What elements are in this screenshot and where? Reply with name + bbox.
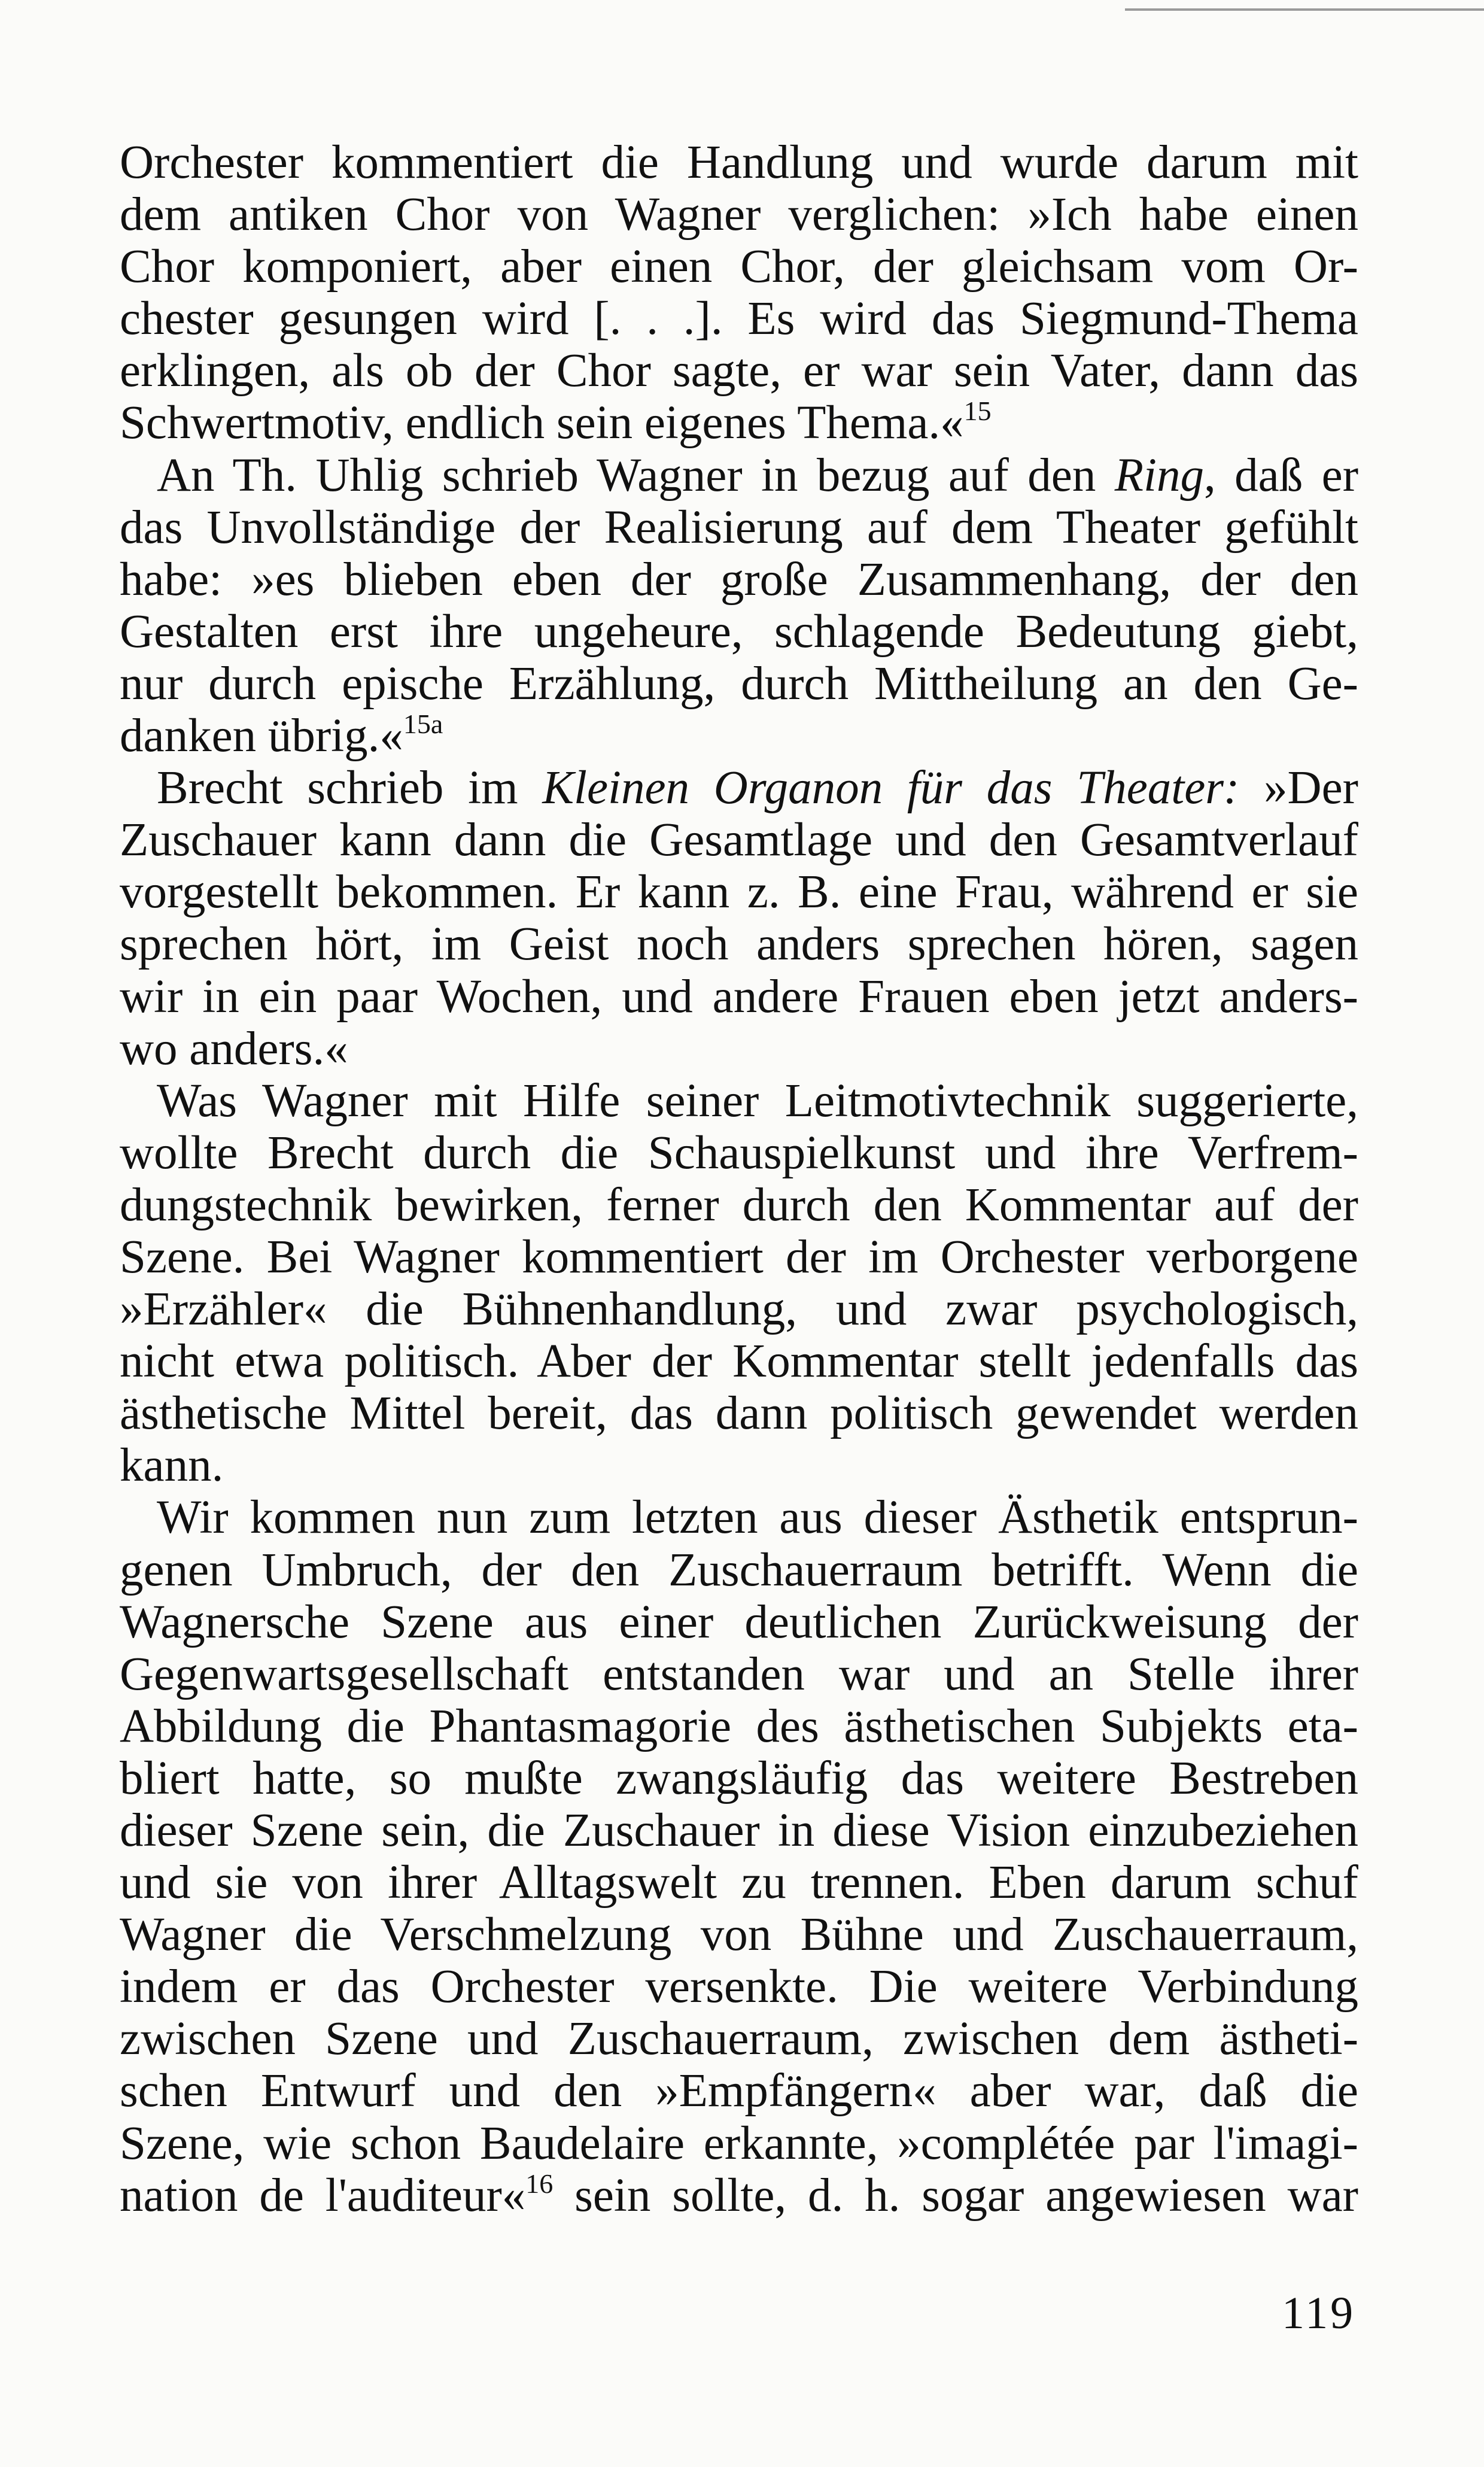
text-line: [120, 658, 1358, 710]
text-line: [120, 2117, 1358, 2170]
line-text: bliert hatte, so mußte zwangsläufig das weitere Bestreben: [120, 1752, 1358, 1804]
top-rule: [1125, 8, 1484, 11]
line-text: Szene. Bei Wagner kommentiert der im Orchester verborgene: [120, 1231, 1358, 1283]
line-text: Wagnersche Szene aus einer deutlichen Zurückweisung der: [120, 1596, 1358, 1648]
line-text: Orchester kommentiert die Handlung und wurde darum mit: [120, 136, 1358, 189]
text-line: [120, 554, 1358, 606]
line-text: Abbildung die Phantasmagorie des ästhetischen Subjekts eta-: [120, 1700, 1358, 1752]
text-line: [120, 397, 1358, 449]
text-line: [120, 918, 1358, 970]
line-text: dungstechnik bewirken, ferner durch den Kommentar auf der: [120, 1178, 1358, 1231]
line-text: sprechen hört, im Geist noch anders sprechen hören, sagen: [120, 918, 1358, 971]
text-line: [120, 1439, 1358, 1491]
text-line: [120, 1127, 1358, 1179]
italic-title: Kleinen Organon für das Theater:: [542, 762, 1240, 815]
text-line: [120, 814, 1358, 866]
text-line: [120, 1075, 1358, 1127]
text-line: [120, 1857, 1358, 1909]
line-text: und sie von ihrer Alltagswelt zu trennen. Eben darum schuf: [120, 1857, 1358, 1909]
text-line: [120, 1023, 1358, 1075]
text-line: [120, 1387, 1358, 1439]
line-text: indem er das Orchester versenkte. Die weitere Verbindung: [120, 1961, 1358, 2013]
footnote-marker: 15: [963, 396, 992, 427]
text-line: [120, 2013, 1358, 2065]
text-line: [120, 502, 1358, 554]
line-text: habe: »es blieben eben der große Zusammenhang, der den: [120, 553, 1358, 606]
text-line: [120, 189, 1358, 241]
line-text: kann.: [120, 1439, 224, 1492]
line-text: Zuschauer kann dann die Gesamtlage und den Gesamtverlauf: [120, 814, 1358, 867]
footnote-marker: 15a: [403, 709, 443, 740]
text-line: [120, 2065, 1358, 2117]
footnote-marker: 16: [525, 2168, 554, 2199]
line-text: Chor komponiert, aber einen Chor, der gleichsam vom Or-: [120, 241, 1358, 293]
text-line: [120, 971, 1358, 1023]
text-line: [120, 1283, 1358, 1335]
text-line: [120, 1335, 1358, 1387]
text-line: [120, 710, 1358, 762]
line-text: dem antiken Chor von Wagner verglichen: »Ich habe einen: [120, 189, 1358, 241]
line-text: das Unvollständige der Realisierung auf dem Theater gefühlt: [120, 501, 1358, 554]
line-text: genen Umbruch, der den Zuschauerraum betrifft. Wenn die: [120, 1544, 1358, 1596]
line-text: Gegenwartsgesellschaft entstanden war und an Stelle ihrer: [120, 1648, 1358, 1700]
text-line: Brecht schrieb im Kleinen Organon für das Theater: »Der: [157, 762, 1358, 815]
line-text: Szene, wie schon Baudelaire erkannte, »complétée par l'imagi-: [120, 2117, 1358, 2170]
line-text: wir in ein paar Wochen, und andere Frauen eben jetzt anders-: [120, 970, 1358, 1023]
line-text: Wagner die Verschmelzung von Bühne und Zuschauerraum,: [120, 1909, 1358, 1961]
line-text: nur durch epische Erzählung, durch Mittheilung an den Ge-: [120, 657, 1358, 710]
line-text: danken übrig.«: [120, 710, 403, 762]
line-text: wo anders.«: [120, 1022, 348, 1075]
text-line: [120, 2170, 1358, 2222]
text-line: [120, 1804, 1358, 1857]
text-line: [120, 345, 1358, 397]
text-line: [120, 1909, 1358, 1961]
text-line: An Th. Uhlig schrieb Wagner in bezug auf den Ring, daß er: [157, 449, 1358, 502]
text-line: [120, 1700, 1358, 1752]
line-text: nation de l'auditeur«: [120, 2169, 526, 2222]
line-text: Schwertmotiv, endlich sein eigenes Thema.«: [120, 397, 964, 449]
line-text: Was Wagner mit Hilfe seiner Leitmotivtechnik suggerierte,: [157, 1074, 1358, 1127]
italic-title: Ring: [1114, 449, 1204, 502]
line-text: dieser Szene sein, die Zuschauer in diese Vision einzubeziehen: [120, 1804, 1358, 1857]
page-number: 119: [1282, 2288, 1356, 2338]
line-text: Wir kommen nun zum letzten aus dieser Ästhetik entsprun-: [157, 1491, 1358, 1544]
text-line: [120, 1596, 1358, 1648]
line-text: schen Entwurf und den »Empfängern« aber war, daß die: [120, 2065, 1358, 2117]
text-line: [120, 1648, 1358, 1700]
line-text: nicht etwa politisch. Aber der Kommentar stellt jedenfalls das: [120, 1335, 1358, 1388]
line-text: Gestalten erst ihre ungeheure, schlagende Bedeutung giebt,: [120, 605, 1358, 658]
text-line: [120, 866, 1358, 918]
line-text: chester gesungen wird [. . .]. Es wird das Siegmund-Thema: [120, 293, 1358, 345]
line-text: erklingen, als ob der Chor sagte, er war sein Vater, dann das: [120, 345, 1358, 397]
line-text: »Erzähler« die Bühnenhandlung, und zwar psychologisch,: [120, 1283, 1358, 1336]
body-text: [120, 136, 1358, 2222]
text-line: [120, 1491, 1358, 1544]
line-text: ästhetische Mittel bereit, das dann politisch gewendet werden: [120, 1387, 1358, 1440]
text-line: [120, 241, 1358, 293]
text-line: [120, 1544, 1358, 1596]
text-line: [120, 1961, 1358, 2013]
line-text: sein sollte, d. h. sogar angewiesen war: [553, 2169, 1358, 2222]
line-text: wollte Brecht durch die Schauspielkunst und ihre Verfrem-: [120, 1126, 1358, 1179]
text-line: [120, 136, 1358, 189]
text-line: [120, 293, 1358, 345]
text-line: [120, 1231, 1358, 1283]
text-line: [120, 606, 1358, 658]
line-text: vorgestellt bekommen. Er kann z. B. eine Frau, während er sie: [120, 866, 1358, 919]
text-line: [120, 1179, 1358, 1231]
line-text: zwischen Szene und Zuschauerraum, zwischen dem ästheti-: [120, 2013, 1358, 2065]
text-line: [120, 1752, 1358, 1804]
